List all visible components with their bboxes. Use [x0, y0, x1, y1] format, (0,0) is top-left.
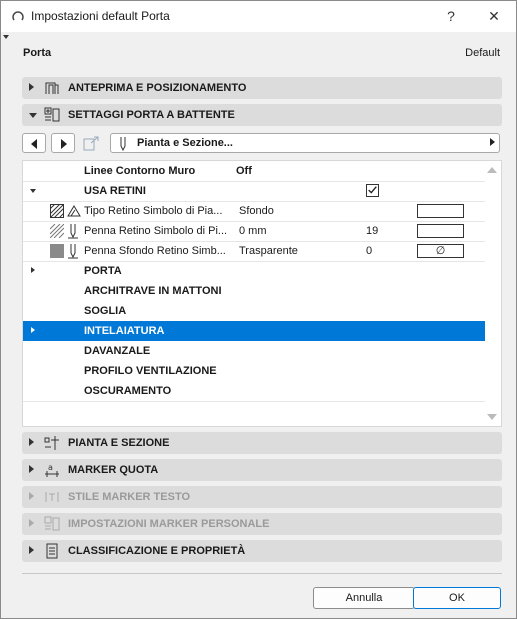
selected-panel-label: Pianta e Sezione...: [137, 137, 233, 149]
close-button[interactable]: ✕: [488, 7, 500, 24]
collapse-arrow-icon: [29, 113, 37, 118]
pen-color-swatch[interactable]: [417, 224, 464, 238]
table-row[interactable]: [23, 241, 485, 261]
expand-arrow-icon: [29, 546, 34, 554]
table-row[interactable]: [23, 301, 485, 321]
expand-arrow-icon: [29, 492, 34, 500]
expand-arrow-icon[interactable]: [31, 267, 35, 273]
section-label: MARKER QUOTA: [68, 464, 159, 476]
param-name: USA RETINI: [84, 185, 146, 197]
table-row-selected[interactable]: [23, 321, 485, 341]
arrow-left-icon: [31, 139, 37, 149]
transparent-swatch[interactable]: ∅: [417, 244, 464, 258]
table-row[interactable]: [23, 261, 485, 281]
table-row[interactable]: [23, 161, 485, 181]
custom-marker-icon: [44, 516, 60, 532]
fill-swatch[interactable]: [417, 204, 464, 218]
window-title: Impostazioni default Porta: [31, 9, 170, 23]
table-row[interactable]: [23, 181, 485, 201]
expand-arrow-icon[interactable]: [31, 327, 35, 333]
param-name: Penna Retino Simbolo di Pi...: [84, 225, 228, 237]
section-anteprima[interactable]: [22, 77, 502, 99]
help-button[interactable]: ?: [447, 8, 455, 24]
table-row[interactable]: [23, 361, 485, 381]
default-label: Default: [465, 47, 500, 59]
section-pianta-sezione[interactable]: [22, 432, 502, 454]
document-icon: [44, 543, 60, 559]
text-marker-icon: [44, 489, 60, 505]
param-name: Penna Sfondo Retino Simb...: [84, 245, 226, 257]
svg-text:a: a: [48, 463, 53, 472]
menu-caret-icon[interactable]: [3, 35, 9, 39]
expand-arrow-icon: [29, 465, 34, 473]
pen-icon: [117, 136, 129, 151]
table-row[interactable]: [23, 341, 485, 361]
section-settaggi[interactable]: [22, 104, 502, 126]
panel-navigator: [22, 131, 502, 155]
door-frame-icon: [44, 80, 60, 96]
hatch-pen-icon: [50, 224, 64, 238]
app-icon: [11, 9, 25, 23]
element-type-label: Porta: [23, 47, 52, 59]
section-label: PIANTA E SEZIONE: [68, 437, 170, 449]
expand-arrow-icon: [29, 438, 34, 446]
param-value[interactable]: Trasparente: [239, 245, 298, 257]
door-settings-icon: [44, 107, 60, 123]
param-name: Tipo Retino Simbolo di Pia...: [84, 205, 223, 217]
table-row[interactable]: [23, 381, 485, 401]
group-name: ARCHITRAVE IN MATTONI: [84, 285, 222, 297]
panel-selector-dropdown[interactable]: [110, 133, 500, 153]
section-marker-quota[interactable]: [22, 459, 502, 481]
section-label: ANTEPRIMA E POSIZIONAMENTO: [68, 82, 247, 94]
table-row[interactable]: [23, 281, 485, 301]
group-name: OSCURAMENTO: [84, 385, 172, 397]
param-value[interactable]: Off: [236, 165, 252, 177]
section-label: STILE MARKER TESTO: [68, 491, 191, 503]
scroll-down-arrow[interactable]: [487, 414, 497, 420]
parameter-list: [22, 160, 502, 427]
section-stile-marker-testo: [22, 486, 502, 508]
param-value[interactable]: Sfondo: [239, 205, 274, 217]
scroll-up-arrow[interactable]: [487, 167, 497, 173]
param-value[interactable]: 0 mm: [239, 225, 267, 237]
panel-export-icon[interactable]: [83, 135, 101, 151]
group-name: INTELAIATURA: [84, 325, 165, 337]
title-bar: [1, 1, 516, 32]
expand-arrow-icon: [29, 519, 34, 527]
ok-button[interactable]: OK: [413, 587, 501, 609]
section-marker-personale: [22, 513, 502, 535]
group-name: SOGLIA: [84, 305, 127, 317]
expand-arrow-icon: [29, 83, 34, 91]
pen-icon: [67, 243, 79, 259]
section-classificazione[interactable]: [22, 540, 502, 562]
arrow-right-icon: [61, 139, 67, 149]
param-name: Linee Contorno Muro: [84, 165, 196, 177]
group-name: PROFILO VENTILAZIONE: [84, 365, 217, 377]
cancel-button[interactable]: Annulla: [313, 587, 415, 609]
use-fills-checkbox[interactable]: [366, 184, 379, 197]
fill-type-icon: [67, 204, 81, 218]
next-panel-button[interactable]: [51, 133, 75, 153]
previous-panel-button[interactable]: [22, 133, 46, 153]
dimension-marker-icon: [44, 462, 60, 478]
pen-number[interactable]: 19: [366, 225, 379, 237]
collapse-arrow-icon[interactable]: [30, 189, 36, 193]
table-row[interactable]: [23, 201, 485, 221]
section-label: CLASSIFICAZIONE E PROPRIETÀ: [68, 545, 246, 557]
solid-fill-icon: [50, 244, 64, 258]
section-label: SETTAGGI PORTA A BATTENTE: [68, 109, 235, 121]
hatch-fill-icon: [50, 204, 64, 218]
pen-icon: [67, 223, 79, 239]
section-label: IMPOSTAZIONI MARKER PERSONALE: [68, 518, 270, 530]
table-row[interactable]: [23, 221, 485, 241]
divider: [22, 573, 502, 574]
group-name: DAVANZALE: [84, 345, 151, 357]
plan-section-icon: [44, 435, 60, 451]
pen-number[interactable]: 0: [366, 245, 373, 257]
group-name: PORTA: [84, 265, 122, 277]
dropdown-arrow-icon: [490, 138, 495, 146]
